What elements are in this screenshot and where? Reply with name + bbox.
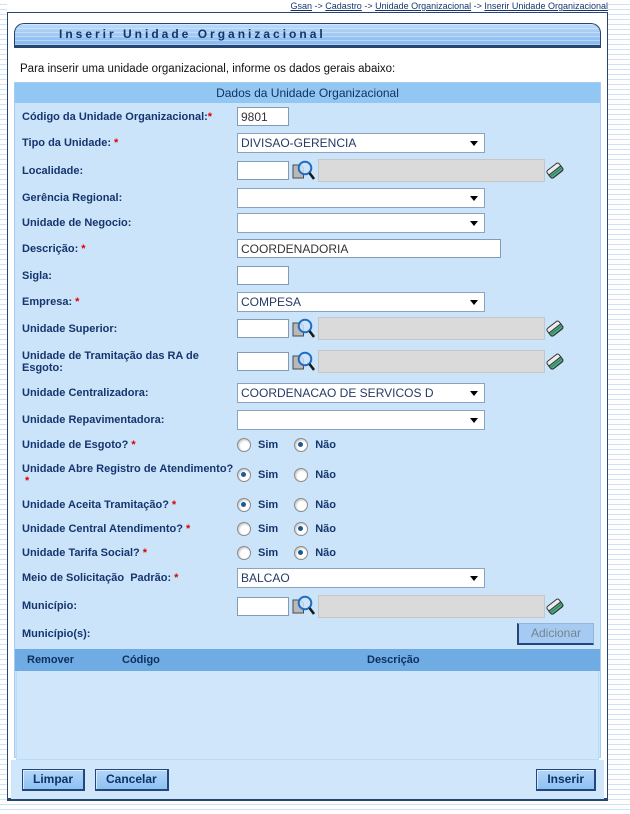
- field-label-empresa: Empresa: *: [22, 295, 80, 308]
- required-marker: *: [81, 242, 86, 255]
- form-panel: [14, 82, 601, 758]
- row-codigo: [15, 103, 600, 130]
- tipo-unidade-select[interactable]: DIVISAO-GERENCIA: [237, 133, 485, 153]
- municipio-search-icon[interactable]: [291, 595, 315, 617]
- row-empresa: [15, 289, 600, 314]
- row-meio-solicitacao: [15, 565, 600, 591]
- row-descricao: [15, 235, 600, 262]
- radio-label-nao: Não: [315, 439, 336, 451]
- municipios-table-body: [16, 671, 599, 760]
- breadcrumb-link-cadastro[interactable]: Cadastro: [325, 1, 362, 11]
- limpar-button[interactable]: Limpar: [22, 769, 85, 791]
- radio-label-sim: Sim: [258, 547, 279, 559]
- municipio-eraser-icon[interactable]: [545, 596, 566, 617]
- tarifa-social-nao-radio[interactable]: [294, 546, 308, 560]
- municipio-description-field: [318, 595, 545, 618]
- main-window: [7, 12, 608, 801]
- radio-label-sim: Sim: [258, 468, 279, 481]
- adicionar-button[interactable]: Adicionar: [517, 623, 594, 645]
- chevron-down-icon: [470, 418, 478, 423]
- field-label-central-atendimento: Unidade Central Atendimento? *: [22, 523, 191, 535]
- radio-label-sim: Sim: [258, 523, 279, 535]
- field-label-descricao: Descrição: *: [22, 242, 86, 255]
- unidade-centralizadora-select[interactable]: COORDENACAO DE SERVICOS D: [237, 383, 485, 403]
- field-label-unidade-esgoto: Unidade de Esgoto? *: [22, 439, 136, 451]
- field-label-localidade: Localidade:: [22, 164, 84, 177]
- unidade-superior-description-field: [318, 317, 545, 340]
- municipio-code-input[interactable]: [237, 597, 289, 616]
- breadcrumb-separator: ->: [312, 1, 326, 11]
- central-atendimento-nao-radio[interactable]: [294, 522, 308, 536]
- unidade-tramitacao-search-icon[interactable]: [291, 351, 315, 373]
- row-municipios: [15, 621, 600, 646]
- row-unidade-superior: [15, 314, 600, 343]
- abre-registro-nao-radio[interactable]: [294, 468, 308, 482]
- breadcrumb-link-unidade-organizacional[interactable]: Unidade Organizacional: [375, 1, 472, 11]
- row-aceita-tramitacao: [15, 492, 600, 517]
- chevron-down-icon: [470, 141, 478, 146]
- required-marker: *: [25, 474, 30, 487]
- chevron-down-icon: [470, 576, 478, 581]
- row-localidade: [15, 156, 600, 185]
- field-label-meio-solicitacao: Meio de Solicitação Padrão: *: [22, 572, 179, 584]
- row-unidade-centralizadora: [15, 380, 600, 406]
- field-label-unidade-superior: Unidade Superior:: [22, 322, 118, 335]
- unidade-esgoto-sim-radio[interactable]: [237, 438, 251, 452]
- meio-solicitacao-select[interactable]: BALCAO: [237, 568, 485, 588]
- breadcrumb-separator: ->: [471, 1, 485, 11]
- required-marker: *: [207, 110, 213, 123]
- row-unidade-tramitacao: [15, 343, 600, 380]
- required-marker: *: [75, 295, 80, 308]
- required-marker: *: [171, 498, 177, 511]
- column-header-descricao: Descrição: [367, 654, 420, 666]
- unidade-superior-search-icon[interactable]: [291, 318, 315, 340]
- required-marker: *: [114, 137, 119, 149]
- actions-bar: [11, 760, 604, 799]
- row-unidade-negocio: [15, 210, 600, 235]
- localidade-eraser-icon[interactable]: [545, 160, 566, 181]
- cancelar-button[interactable]: Cancelar: [95, 769, 169, 791]
- column-header-codigo: Código: [122, 654, 160, 666]
- field-label-unidade-repavimentadora: Unidade Repavimentadora:: [22, 413, 165, 426]
- abre-registro-sim-radio[interactable]: [237, 468, 251, 482]
- aceita-tramitacao-nao-radio[interactable]: [294, 498, 308, 512]
- radio-label-nao: Não: [315, 523, 336, 535]
- breadcrumb-link-inserir-unidade-organizacional[interactable]: Inserir Unidade Organizacional: [484, 1, 608, 11]
- breadcrumb: [7, 0, 608, 12]
- chevron-down-icon: [470, 196, 478, 201]
- codigo-input[interactable]: [237, 107, 289, 126]
- unidade-tramitacao-code-input[interactable]: [237, 352, 289, 371]
- required-marker: *: [174, 572, 179, 584]
- row-tarifa-social: [15, 541, 600, 565]
- descricao-input[interactable]: [237, 239, 501, 258]
- required-marker: *: [185, 523, 191, 535]
- field-label-unidade-negocio: Unidade de Negocio:: [22, 216, 132, 229]
- field-label-gerencia-regional: Gerência Regional:: [22, 191, 123, 204]
- breadcrumb-link-gsan[interactable]: Gsan: [290, 1, 313, 11]
- row-unidade-esgoto: [15, 433, 600, 457]
- localidade-description-field: [318, 159, 545, 182]
- field-label-sigla: Sigla:: [22, 269, 52, 282]
- row-tipo-unidade: [15, 130, 600, 156]
- row-central-atendimento: [15, 517, 600, 541]
- field-label-unidade-tramitacao: Unidade de Tramitação das RA de Esgoto:: [22, 349, 202, 374]
- sigla-input[interactable]: [237, 266, 289, 285]
- localidade-search-icon[interactable]: [291, 160, 315, 182]
- field-label-tipo: Tipo da Unidade: *: [22, 137, 119, 149]
- tarifa-social-sim-radio[interactable]: [237, 546, 251, 560]
- field-label-codigo: Código da Unidade Organizacional:*: [22, 110, 213, 123]
- empresa-select[interactable]: COMPESA: [237, 292, 485, 312]
- radio-label-nao: Não: [315, 547, 336, 559]
- row-unidade-repavimentadora: [15, 406, 600, 433]
- page-titlebar: [14, 23, 601, 48]
- central-atendimento-sim-radio[interactable]: [237, 522, 251, 536]
- row-abre-registro: [15, 457, 600, 492]
- municipios-table-header: [15, 649, 600, 671]
- required-marker: *: [142, 547, 148, 559]
- field-label-unidade-centralizadora: Unidade Centralizadora:: [22, 387, 149, 399]
- unidade-tramitacao-eraser-icon[interactable]: [545, 351, 566, 372]
- localidade-code-input[interactable]: [237, 161, 289, 180]
- row-sigla: [15, 262, 600, 289]
- field-label-aceita-tramitacao: Unidade Aceita Tramitação? *: [22, 498, 177, 511]
- unidade-repavimentadora-select[interactable]: [237, 410, 485, 430]
- chevron-down-icon: [470, 300, 478, 305]
- field-label-abre-registro: Unidade Abre Registro de Atendimento?*: [22, 462, 234, 487]
- field-label-municipios: Município(s):: [22, 627, 91, 640]
- unidade-superior-code-input[interactable]: [237, 319, 289, 338]
- radio-label-sim: Sim: [258, 498, 279, 511]
- radio-label-sim: Sim: [258, 439, 279, 451]
- page-title: Inserir Unidade Organizacional: [59, 27, 326, 41]
- gerencia-regional-select[interactable]: [237, 188, 485, 208]
- section-header: Dados da Unidade Organizacional: [15, 83, 600, 103]
- unidade-tramitacao-description-field: [318, 350, 545, 373]
- field-label-municipio: Município:: [22, 600, 77, 612]
- inserir-button[interactable]: Inserir: [536, 769, 596, 791]
- row-gerencia-regional: [15, 185, 600, 210]
- chevron-down-icon: [470, 391, 478, 396]
- instruction-text: Para inserir uma unidade organizacional, informe os dados gerais abaixo:: [20, 63, 396, 75]
- chevron-down-icon: [470, 221, 478, 226]
- field-label-tarifa-social: Unidade Tarifa Social? *: [22, 547, 148, 559]
- row-municipio: [15, 591, 600, 621]
- radio-label-nao: Não: [315, 468, 336, 481]
- radio-label-nao: Não: [315, 498, 336, 511]
- aceita-tramitacao-sim-radio[interactable]: [237, 498, 251, 512]
- unidade-superior-eraser-icon[interactable]: [545, 318, 566, 339]
- required-marker: *: [131, 439, 136, 451]
- breadcrumb-separator: ->: [361, 1, 376, 11]
- unidade-esgoto-nao-radio[interactable]: [294, 438, 308, 452]
- unidade-negocio-select[interactable]: [237, 213, 485, 233]
- column-header-remover: Remover: [27, 654, 75, 666]
